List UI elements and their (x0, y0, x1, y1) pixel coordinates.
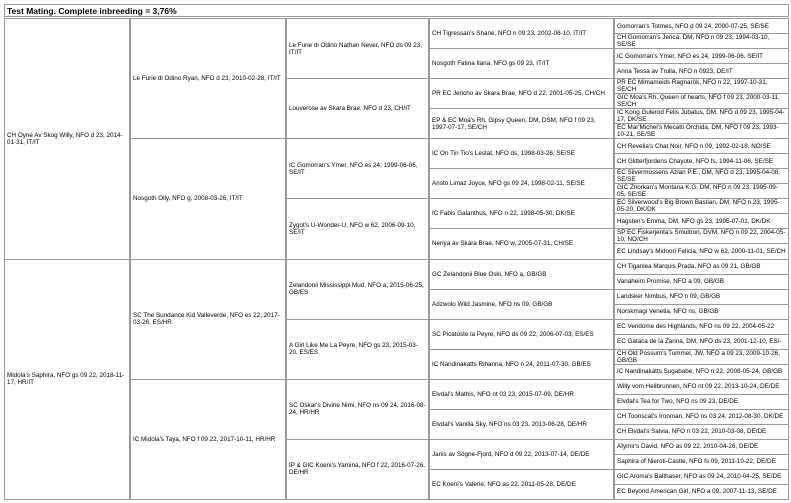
page-title: Test Mating. Complete inbreeding = 3,76% (4, 4, 789, 17)
pedigree-cell-gen5 (614, 123, 789, 139)
cat-entry-text: Zelandonii Mississippi Mud, NFO a, 2015-06-25, GB/ES (289, 282, 424, 297)
cat-entry-text: Midola's Saphira, NFO gs 09 22, 2018-11-17, HR/IT (7, 372, 125, 387)
cat-entry-text: IC Fabis Galanthus, NFO n 22, 1998-05-30, DK/SE (432, 210, 575, 218)
cat-entry-text: EC Mar'Michel's Mecatti Orchida, DM, NFO f 09 23, 1993-10-21, SE/SE (617, 124, 779, 139)
cat-entry-text: GIC Znorkan's Montana K.G, DM, NFO n 09 23, 1995-09-05, SE/SE (617, 184, 778, 199)
cat-entry-text: IC Nandinakatts Sugababe, NFO n 22, 2008-05-24, GB/GB (617, 368, 783, 376)
pedigree-cell-gen5 (614, 183, 789, 199)
cat-entry-text: IC Kong Gulerod Felis Jubatus, DM, NFO d 09 23, 1995-04-17, DK/SE (617, 109, 785, 124)
cat-entry-text: CH Glitterfjordens Chayote, NFO fs, 1994-11-06, SE/SE (617, 157, 773, 165)
cat-entry-text: CH Tigressan's Shane, NFO n 09 23, 2002-06-10, IT/IT (432, 30, 587, 38)
pedigree-cell-gen3 (286, 379, 429, 440)
cat-entry-text: IC Gomorran's Ymer, NFO es 24, 1999-06-06, SE/IT (617, 52, 763, 60)
pedigree-cell-gen5 (614, 349, 789, 365)
pedigree-cell-gen5 (614, 319, 789, 335)
pedigree-cell-gen4 (429, 469, 614, 500)
pedigree-cell-gen5 (614, 153, 789, 169)
pedigree-cell-gen5 (614, 259, 789, 275)
pedigree-cell-gen4 (429, 78, 614, 109)
pedigree-cell-gen3 (286, 18, 429, 79)
pedigree-cell-gen4 (429, 108, 614, 139)
cat-entry-text: CH Elvdal's Salvia, NFO n 03 22, 2010-03-08, DE/DE (617, 428, 767, 436)
cat-entry-text: SC Oskar's Divine Nimi, NFO ns 09 24, 2016-08-24, HR/HR (289, 402, 426, 417)
pedigree-cell-gen5 (614, 379, 789, 395)
cat-entry-text: EC Gataca de la Zarina, DM, NFO ds 23, 2001-12-10, ES/- (617, 338, 782, 346)
pedigree-cell-gen2 (130, 379, 286, 500)
cat-entry-text: Landsker Nimbus, NFO n 09, GB/GB (617, 293, 721, 301)
cat-entry-text: SP EC Fiskerjenta's Smultron, DVM, NFO n 09 22, 2004-05-10, NO/CH (617, 229, 786, 244)
cat-entry-text: GIC Moa's Rh. Queen of hearts, NFO f 09 23, 2000-03-11, SE/CH (617, 94, 780, 109)
pedigree-cell-gen3 (286, 319, 429, 380)
pedigree-cell-gen2 (130, 138, 286, 259)
pedigree-cell-gen5 (614, 18, 789, 34)
pedigree-cell-gen5 (614, 33, 789, 49)
pedigree-cell-gen1 (4, 18, 130, 260)
pedigree-cell-gen5 (614, 243, 789, 259)
pedigree-cell-gen5 (614, 484, 789, 500)
pedigree-cell-gen3 (286, 439, 429, 500)
cat-entry-text: CH Gomorran's Jerica, DM, NFO n 09 23, 1994-03-10, SE/SE (617, 34, 770, 49)
cat-entry-text: CH Old Possum's Tummel, JW, NFO a 09 23, 2009-10-26, GB/GB (617, 349, 780, 364)
cat-entry-text: Le Furie di Odino Ryan, NFO d 23, 2010-02-28, IT/IT (133, 75, 281, 83)
pedigree-cell-gen4 (429, 349, 614, 380)
pedigree-cell-gen5 (614, 108, 789, 124)
cat-entry-text: Adzwolo Wild Jasmine, NFO ns 09, GB/GB (432, 300, 553, 308)
pedigree-cell-gen4 (429, 259, 614, 290)
pedigree-cell-gen5 (614, 424, 789, 440)
cat-entry-text: Janis av Sögne-Fjord, NFO d 09 22, 2013-07-14, DE/DE (432, 450, 590, 458)
pedigree-cell-gen2 (130, 18, 286, 139)
cat-entry-text: CH Revelia's Chat Noir, NFO n 09, 1992-02-18, NO/SE (617, 142, 771, 150)
pedigree-cell-gen3 (286, 138, 429, 199)
pedigree-cell-gen5 (614, 394, 789, 410)
pedigree-cell-gen5 (614, 138, 789, 154)
cat-entry-text: Elvdal's Mathis, NFO nt 03 23, 2015-07-09, DE/HR (432, 390, 574, 398)
cat-entry-text: CH Tiganlea Marquis Prada, NFO as 09 21, GB/GB (617, 263, 761, 271)
pedigree-cell-gen5 (614, 409, 789, 425)
pedigree-cell-gen4 (429, 168, 614, 199)
cat-entry-text: EP & EC Moa's Rh. Gipsy Queen, DM, DSM, NFO f 09 23, 1997-07-17, SE/CH (432, 116, 596, 131)
cat-entry-text: Nosgoth Olly, NFO g, 2008-03-26, IT/IT (133, 195, 243, 203)
cat-entry-text: EC Lindsay's Midoori Felicia, NFO w 62, 2000-11-01, SE/CH (617, 247, 786, 255)
pedigree-cell-gen5 (614, 63, 789, 79)
pedigree-cell-gen5 (614, 439, 789, 455)
cat-entry-text: Nosgoth Fatina Ilaria, NFO gs 09 23, IT/IT (432, 60, 550, 68)
cat-entry-text: Afymir's David, NFO as 09 22, 2010-04-26, DE/DE (617, 443, 759, 451)
pedigree-cell-gen4 (429, 228, 614, 259)
cat-entry-text: Willy vom Heilbrunnen, NFO nt 09 22, 2013-10-24, DE/DE (617, 383, 780, 391)
pedigree-cell-gen3 (286, 78, 429, 139)
cat-entry-text: CH Toonscat's Ironman, NFO ns 03 24, 2012-08-30, DK/DE (617, 413, 784, 421)
cat-entry-text: Elvdal's Vanilla Sky, NFO ns 03 23, 2013-06-28, DE/HR (432, 420, 587, 428)
pedigree-cell-gen4 (429, 289, 614, 320)
cat-entry-text: CH Oyne Av Skog Willy, NFO d 23, 2014-01-31, IT/IT (7, 131, 123, 146)
pedigree-cell-gen4 (429, 138, 614, 169)
cat-entry-text: GC Zelandonii Blue Oski, NFO a, GB/GB (432, 270, 547, 278)
cat-entry-text: IC Gomorran's Ymer, NFO es 24, 1999-06-06, SE/IT (289, 161, 418, 176)
cat-entry-text: Le Furie di Odino Nathan Never, NFO ds 09 23, IT/IT (289, 41, 423, 56)
pedigree-cell-gen5 (614, 454, 789, 470)
cat-entry-text: IC On Tin Tio's Lestat, NFO ds, 1998-03-26, SE/SE (432, 150, 575, 158)
cat-entry-text: GIC Aroma's Balthaser, NFO as 09 24, 2010-04-25, SE/DE (617, 473, 782, 481)
cat-entry-text: EC Koeni's Valerie, NFO as 22, 2011-05-28, DE/DE (432, 480, 576, 488)
pedigree-cell-gen4 (429, 379, 614, 410)
cat-entry-text: EC Vendome des Highlands, NFO ns 09 22, 2004-05-22 (617, 323, 775, 331)
cat-entry-text: PR EC Jericho av Skara Brae, NFO d 22, 2001-05-25, CH/CH (432, 90, 605, 98)
cat-entry-text: EC Silvermossens Azlan P.E., DM, NFO d 23, 1995-04-08, SE/SE (617, 169, 780, 184)
cat-entry-text: Saphira of Nieroti-Castle, NFO fs 09, 2011-10-22, DE/DE (617, 458, 776, 466)
pedigree-cell-gen5 (614, 364, 789, 380)
cat-entry-text: Anna Tessa av Trulla, NFO n 0923, DE/IT (617, 67, 733, 75)
pedigree-cell-gen2 (130, 259, 286, 380)
pedigree-cell-gen3 (286, 259, 429, 320)
pedigree-cell-gen5 (614, 469, 789, 485)
cat-entry-text: Nenya av Skara Brae, NFO w, 2005-07-31, CH/SE (432, 240, 574, 248)
cat-entry-text: Gomorran's Totmes, NFO d 09 24, 2000-07-25, SE/SE (617, 22, 769, 30)
pedigree-cell-gen4 (429, 18, 614, 49)
pedigree-cell-gen5 (614, 168, 789, 184)
pedigree-cell-gen5 (614, 48, 789, 64)
cat-entry-text: Hagsten's Emma, DM, NFO gs 23, 1995-07-01, DK/DK (617, 217, 771, 225)
pedigree-cell-gen5 (614, 334, 789, 350)
cat-entry-text: IC Midola's Taya, NFO f 09 22, 2017-10-11, HR/HR (133, 435, 276, 443)
pedigree-cell-gen4 (429, 439, 614, 470)
pedigree-cell-gen5 (614, 228, 789, 244)
pedigree-cell-gen5 (614, 274, 789, 290)
cat-entry-text: SC Picatoste la Peyre, NFO ds 09 22, 2006-07-03, ES/ES (432, 330, 594, 338)
pedigree-cell-gen5 (614, 289, 789, 305)
cat-entry-text: Louverose av Skara Brae, NFO d 23, CH/IT (289, 105, 411, 113)
cat-entry-text: Zygot's U-Wonder-U, NFO w 62, 2006-09-10, SE/IT (289, 221, 416, 236)
pedigree-cell-gen5 (614, 198, 789, 214)
pedigree-cell-gen4 (429, 198, 614, 229)
pedigree-cell-gen5 (614, 78, 789, 94)
pedigree-cell-gen3 (286, 198, 429, 259)
pedigree-cell-gen5 (614, 304, 789, 320)
cat-entry-text: IC Nandinakatts Rihanna, NFO n 24, 2011-07-30, GB/ES (432, 360, 591, 368)
cat-entry-text: Norskmagi Venetia, NFO ns, GB/GB (617, 308, 719, 316)
cat-entry-text: IP & GIC Koeni's Yamina, NFO f 22, 2016-07-26, DE/HR (289, 462, 425, 477)
cat-entry-text: EC Beyond American Girl, NFO a 09, 2007-11-13, SE/DE (617, 488, 777, 496)
cat-entry-text: A Girl Like Me La Peyre, NFO gs 23, 2015-03-20, ES/ES (289, 342, 418, 357)
cat-entry-text: PR EC Mimameids Ragnarök, NFO n 22, 1997-10-31, SE/CH (617, 79, 768, 94)
cat-entry-text: Vanaheim Promise, NFO a 09, GB/GB (617, 278, 724, 286)
pedigree-cell-gen4 (429, 319, 614, 350)
cat-entry-text: SC The Sundance Kid Valleverde, NFO es 22, 2017-03-26, ES/HR (133, 312, 280, 327)
cat-entry-text: Aristo Limaz Joyce, NFO gs 09 24, 1998-02-11, SE/SE (432, 180, 585, 188)
pedigree-cell-gen1 (4, 259, 130, 501)
pedigree-cell-gen5 (614, 93, 789, 109)
cat-entry-text: Elvdal's Tea for Two, NFO ns 09 23, DE/DE (617, 398, 739, 406)
pedigree-cell-gen4 (429, 48, 614, 79)
pedigree-cell-gen4 (429, 409, 614, 440)
pedigree-cell-gen5 (614, 213, 789, 229)
cat-entry-text: EC Silverwood's Big Brown Bastian, DM, NFO n 23, 1995-05-20, DK/DK (617, 199, 780, 214)
